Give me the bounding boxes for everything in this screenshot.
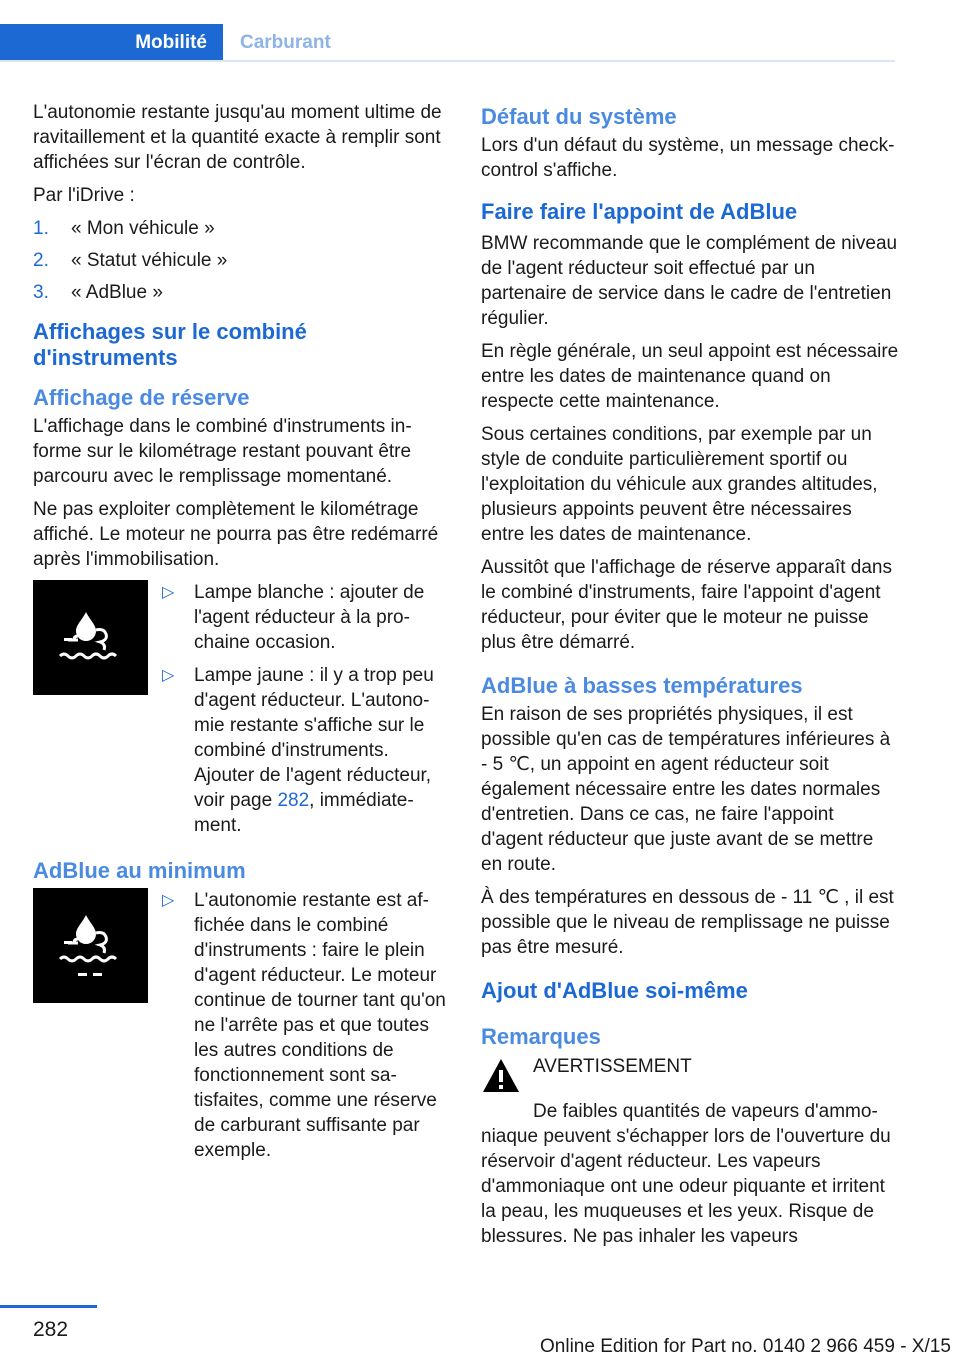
adblue-lamp-icon [33,580,148,695]
step-text: « AdBlue » [71,282,163,303]
triangle-bullet-icon: ▷ [162,584,175,601]
minimum-lamp-row [33,888,451,1171]
paragraph-cold-1: En raison de ses propriétés physiques, il est possible qu'en cas de températures inférieures à - 5 ℃, un appoint en agent réducteur soit également nécessaire entre les dates normales d'entretien. Dans ce cas, ne faire l'appoint d'agent réducteur que juste avant de se mettre en route. [481,704,891,875]
warning-title: AVERTISSEMENT [533,1056,692,1077]
step-item [33,280,451,305]
edition-note: Online Edition for Part no. 0140 2 966 459 - X/15 [540,1336,951,1357]
page-link[interactable]: 282 [277,790,310,811]
step-number: 1. [33,218,49,239]
step-item [33,216,451,241]
step-item [33,248,451,273]
step-number: 2. [33,250,49,271]
paragraph-fault: Lors d'un défaut du système, un message check-control s'affiche. [481,135,895,181]
right-column [481,100,899,1257]
paragraph-autonomy: L'autonomie restante jusqu'au moment ultime de ravitaillement et la quantité exacte à remplir sont affichées sur l'écran de contrôle. [33,102,442,173]
bullet-text-post: , immédiatement. [194,790,414,836]
step-text: « Statut véhicule » [71,250,228,271]
warning-text: De faibles quantités de vapeurs d'ammoniaque peuvent s'échapper lors de l'ouverture du réservoir d'agent réducteur. Les vapeurs d'ammoniaque ont une odeur piquante et irritent la peau, les muqueuses et les yeux. Risque de blessures. Ne pas inhaler les vapeurs [481,1101,891,1247]
tab-mobilite[interactable]: Mobilité [0,24,223,62]
heading-display: Affichages sur le combiné d'instruments [33,319,307,370]
paragraph-warning: Ne pas exploiter complètement le kilométrage affiché. Le moteur ne pourra pas être redémarré après l'immobilisation. [33,499,439,570]
bullet-text [194,663,451,838]
footer-rule [0,1305,97,1308]
heading-cold: AdBlue à basses températures [481,673,803,698]
idrive-steps [33,216,451,305]
bullet-yellow-lamp [162,663,451,838]
bullet-text: L'autonomie restante est affichée dans le combiné d'instruments : faire le plein d'agent réducteur. Le moteur continue de tourner tant qu'on ne l'arrête pas et que toutes les autres conditions de fonctionnement sont satisfaites, comme une réserve de carburant suffisante par exemple. [194,890,446,1161]
heading-fault: Défaut du système [481,104,677,129]
bullet-white-lamp [162,580,451,655]
bullet-text: Lampe blanche : ajouter de l'agent réducteur à la prochaine occasion. [194,582,425,653]
adblue-minimum-lamp-icon [33,888,148,1003]
heading-refill: Faire faire l'appoint de AdBlue [481,199,798,224]
paragraph-reserve: L'affichage dans le combiné d'instruments informe sur le kilométrage restant pouvant être parcouru avec le remplissage momentané. [33,416,412,487]
page-number: 282 [33,1318,69,1341]
paragraph-idrive: Par l'iDrive : [33,185,135,206]
paragraph-refill-1: BMW recommande que le complément de niveau de l'agent réducteur soit effectué par un partenaire de service dans le cadre de l'entretien régulier. [481,233,898,329]
heading-reserve: Affichage de réserve [33,385,250,410]
warning-triangle-icon [481,1057,521,1095]
paragraph-refill-2: En règle générale, un seul appoint est nécessaire entre les dates de maintenance quand on respecte cette maintenance. [481,341,899,412]
triangle-bullet-icon: ▷ [162,667,175,684]
left-column [33,100,451,1171]
bullet-minimum [162,888,451,1163]
paragraph-refill-4: Aussitôt que l'affichage de réserve apparaît dans le combiné d'instruments, faire l'appoint d'agent réducteur, pour éviter que le moteur ne puisse plus être démarré. [481,557,892,653]
reserve-lamp-row [33,580,451,846]
heading-self-refill: Ajout d'AdBlue soi-même [481,978,748,1003]
warning-block [481,1053,899,1095]
triangle-bullet-icon: ▷ [162,892,175,909]
step-text: « Mon véhicule » [71,218,215,239]
tab-carburant[interactable]: Carburant [240,32,331,53]
header-rule [0,60,895,62]
heading-notes: Remarques [481,1024,601,1049]
heading-minimum: AdBlue au minimum [33,858,246,883]
step-number: 3. [33,282,49,303]
paragraph-cold-2: À des températures en dessous de - 11 ℃ , il est possible que le niveau de remplissage ne puisse pas être mesuré. [481,887,894,958]
bullet-text-pre: Lampe jaune : il y a trop peu d'agent réducteur. L'autonomie restante s'affiche sur le combiné d'instruments. Ajouter de l'agent réducteur, voir page [194,665,434,811]
paragraph-refill-3: Sous certaines conditions, par exemple par un style de conduite particulièrement sportif ou l'exploitation du véhicule aux grandes altitudes, plusieurs appoints peuvent être nécessaires entre les dates de maintenance. [481,424,878,545]
